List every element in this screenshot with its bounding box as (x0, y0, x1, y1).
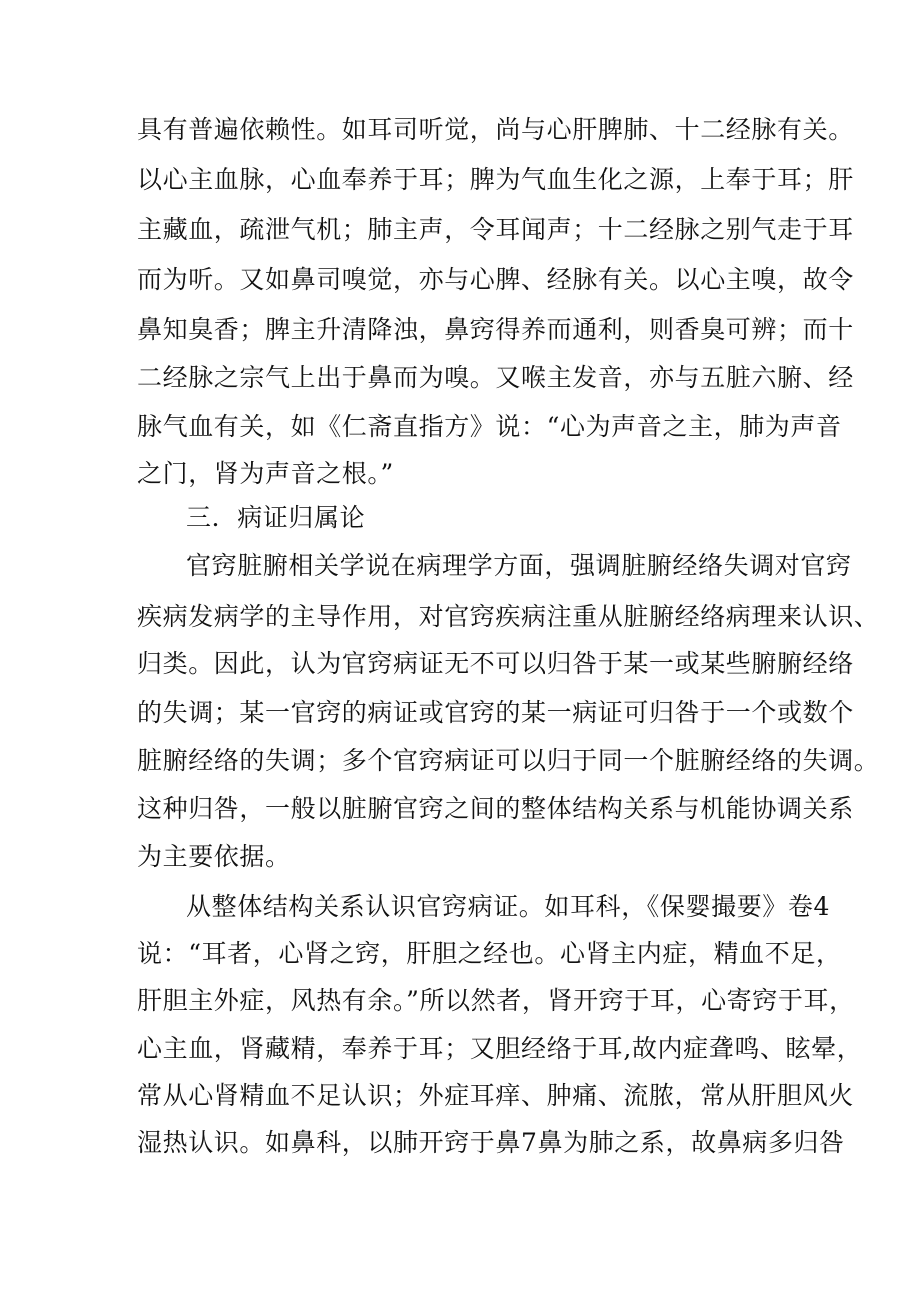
text-line: 脉气血有关，如《仁斋直指方》说：“心为声音之主，肺为声音 (137, 412, 842, 441)
text-line: 说：“耳者，心肾之窍，肝胆之经也。心肾主内症，精血不足， (137, 939, 842, 968)
text-line: 具有普遍依赖性。如耳司听觉，尚与心肝脾肺、十二经脉有关。 (137, 115, 854, 144)
text-line: 湿热认识。如鼻科，以肺开窍于鼻7鼻为肺之系，故鼻病多归咎 (137, 1128, 845, 1157)
text-line: 心主血，肾藏精，奉养于耳；又胆经络于耳,故内症聋鸣、眩晕， (137, 1034, 863, 1063)
text-line: 官窍脏腑相关学说在病理学方面，强调脏腑经络失调对官窍 (186, 551, 852, 580)
text-line: 二经脉之宗气上出于鼻而为嗅。又喉主发音，亦与五脏六腑、经 (137, 363, 854, 392)
text-line: 主藏血，疏泄气机；肺主声，令耳闻声；十二经脉之别气走于耳 (137, 215, 854, 244)
text-line: 为主要依据。 (137, 842, 291, 871)
section-heading: 三．病证归属论 (186, 503, 366, 532)
text-line: 鼻知臭香；脾主升清降浊，鼻窍得养而通利，则香臭可辨；而十 (137, 315, 854, 344)
text-line: 之门，肾为声音之根。” (137, 459, 394, 488)
text-line: 肝胆主外症，风热有余。”所以然者，肾开窍于耳，心寄窍于耳， (137, 986, 855, 1015)
text-line: 常从心肾精血不足认识；外症耳痒、肿痛、流脓，常从肝胆风火 (137, 1081, 854, 1110)
text-line: 脏腑经络的失调；多个官窍病证可以归于同一个脏腑经络的失调。 (137, 746, 880, 775)
text-line: 疾病发病学的主导作用，对官窍疾病注重从脏腑经络病理来认识、 (137, 602, 880, 631)
text-line: 以心主血脉，心血奉养于耳；脾为气血生化之源，上奉于耳；肝 (137, 165, 854, 194)
text-line: 的失调；某一官窍的病证或官窍的某一病证可归咎于一个或数个 (137, 698, 854, 727)
text-line: 而为听。又如鼻司嗅觉，亦与心脾、经脉有关。以心主嗅，故令 (137, 265, 854, 294)
text-line: 从整体结构关系认识官窍病证。如耳科，《保婴撮要》卷4 (186, 892, 831, 921)
text-line: 归类。因此，认为官窍病证无不可以归咎于某一或某些腑腑经络 (137, 649, 854, 678)
text-line: 这种归咎，一般以脏腑官窍之间的整体结构关系与机能协调关系 (137, 794, 854, 823)
